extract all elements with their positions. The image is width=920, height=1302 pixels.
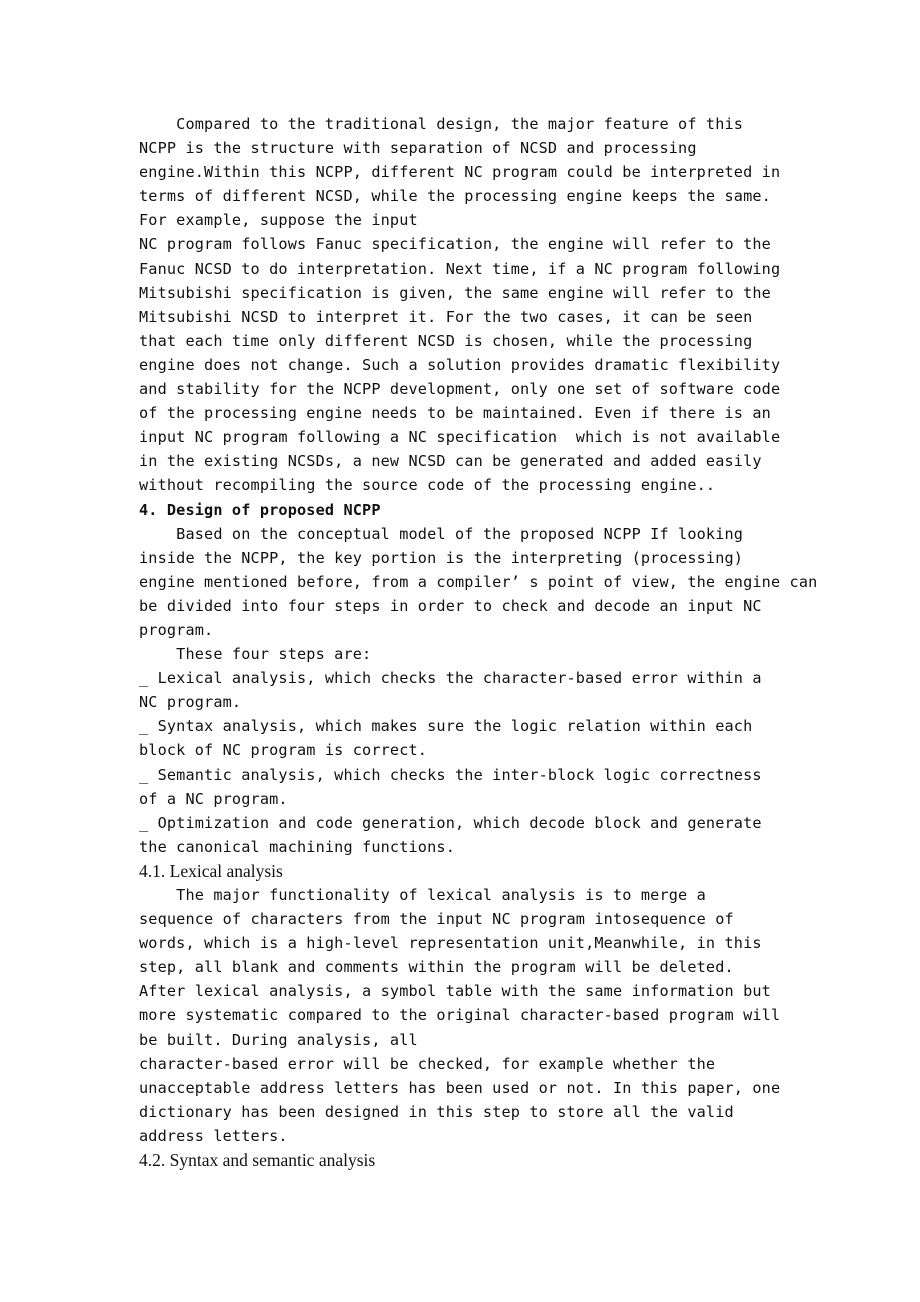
paragraph-line: and stability for the NCPP development, only one set of software code [139, 380, 781, 399]
subsection-heading: 4.1. Lexical analysis [139, 860, 283, 881]
paragraph-line: unacceptable address letters has been used or not. In this paper, one [139, 1078, 781, 1097]
paragraph-line: words, which is a high-level representation unit,Meanwhile, in this [139, 934, 762, 953]
paragraph-line: Mitsubishi specification is given, the same engine will refer to the [139, 283, 771, 302]
paragraph-line: step, all blank and comments within the program will be deleted. [139, 958, 734, 977]
paragraph-line: engine mentioned before, from a compiler’ s point of view, the engine can [139, 572, 818, 591]
paragraph-line: of the processing engine needs to be maintained. Even if there is an [139, 404, 771, 423]
paragraph-line: inside the NCPP, the key portion is the interpreting (processing) [139, 548, 744, 567]
section-heading: 4. Design of proposed NCPP [139, 500, 381, 519]
paragraph-line: For example, suppose the input [139, 211, 418, 230]
paragraph-line: without recompiling the source code of the processing engine.. [139, 476, 716, 495]
paragraph-line: that each time only different NCSD is chosen, while the processing [139, 331, 753, 350]
list-item-line: _ Semantic analysis, which checks the inter-block logic correctness [139, 765, 762, 784]
list-item-line: _ Syntax analysis, which makes sure the logic relation within each [139, 717, 753, 736]
paragraph-line: Based on the conceptual model of the proposed NCPP If looking [139, 524, 744, 543]
paragraph-line: Compared to the traditional design, the major feature of this [139, 115, 744, 133]
paragraph-line: terms of different NCSD, while the processing engine keeps the same. [139, 187, 771, 206]
list-item-line: _ Optimization and code generation, which decode block and generate [139, 813, 762, 832]
paragraph-line: input NC program following a NC specification which is not available [139, 428, 781, 447]
paragraph-line: sequence of characters from the input NC program intosequence of [139, 910, 734, 929]
list-item-line: _ Lexical analysis, which checks the character-based error within a [139, 669, 762, 688]
document-body [139, 112, 829, 1172]
paragraph-line: After lexical analysis, a symbol table with the same information but [139, 982, 771, 1001]
paragraph-line: program. [139, 620, 214, 639]
paragraph-line: These four steps are: [139, 645, 372, 664]
paragraph-line: address letters. [139, 1126, 288, 1145]
paragraph-line: Fanuc NCSD to do interpretation. Next time, if a NC program following [139, 259, 781, 278]
list-item-line: NC program. [139, 693, 242, 712]
list-item-line: block of NC program is correct. [139, 741, 428, 760]
paragraph-line: character-based error will be checked, for example whether the [139, 1054, 716, 1073]
paragraph-line: The major functionality of lexical analysis is to merge a [139, 886, 706, 904]
list-item-line: the canonical machining functions. [139, 837, 455, 856]
paragraph-line: engine.Within this NCPP, different NC program could be interpreted in [139, 163, 781, 182]
paragraph-line: NC program follows Fanuc specification, the engine will refer to the [139, 235, 771, 254]
paragraph-line: NCPP is the structure with separation of NCSD and processing [139, 139, 697, 158]
paragraph-line: Mitsubishi NCSD to interpret it. For the two cases, it can be seen [139, 307, 753, 326]
subsection-heading: 4.2. Syntax and semantic analysis [139, 1150, 376, 1171]
paragraph-line: in the existing NCSDs, a new NCSD can be generated and added easily [139, 452, 762, 471]
paragraph-line: dictionary has been designed in this step to store all the valid [139, 1102, 734, 1121]
paragraph-line: engine does not change. Such a solution provides dramatic flexibility [139, 355, 781, 374]
paragraph-line: be divided into four steps in order to check and decode an input NC [139, 596, 762, 615]
list-item-line: of a NC program. [139, 789, 288, 808]
paragraph-line: more systematic compared to the original character-based program will [139, 1006, 781, 1025]
paragraph-line: be built. During analysis, all [139, 1030, 418, 1049]
